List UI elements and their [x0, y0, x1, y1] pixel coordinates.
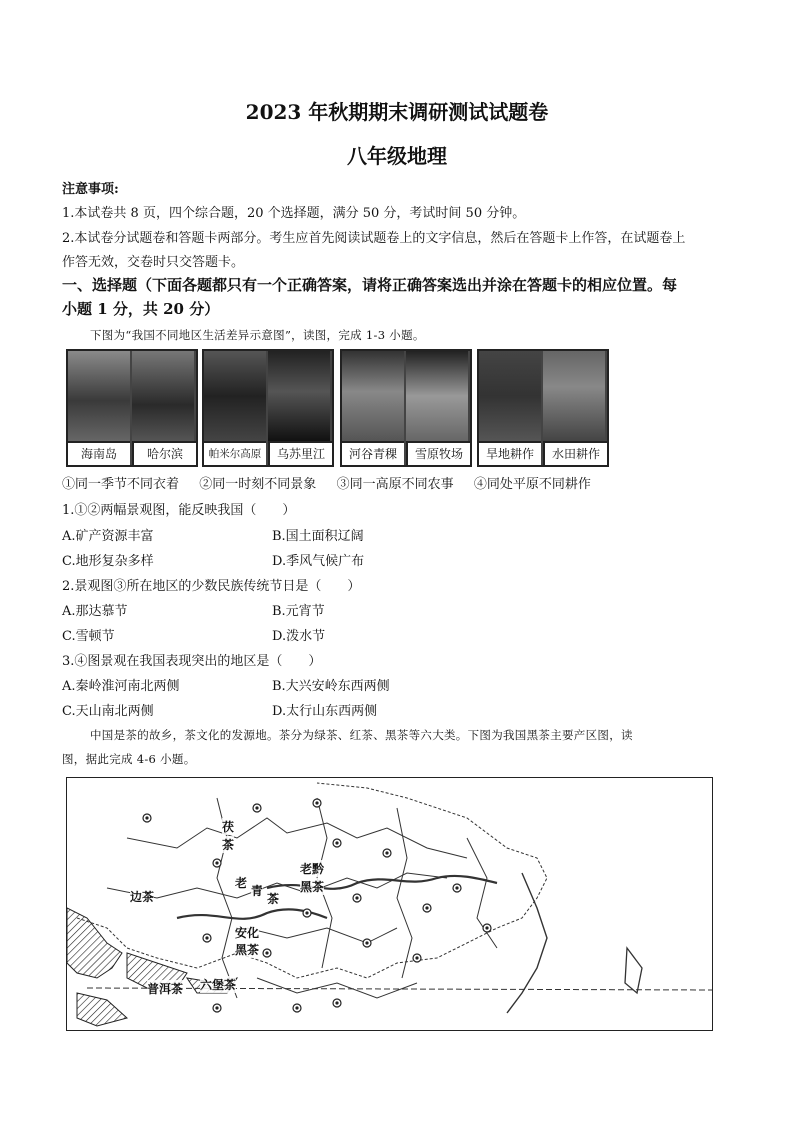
option[interactable]: B.元宵节: [272, 604, 325, 619]
photo-panel-3: [340, 349, 472, 467]
map-label-cha2: 茶: [267, 892, 280, 906]
valley-barley-photo: [342, 351, 404, 441]
map-label-liubao: 六堡茶: [200, 978, 237, 992]
photo-label: 哈尔滨: [132, 441, 196, 465]
photo-label: 乌苏里江: [268, 441, 332, 465]
option[interactable]: A.矿产资源丰富: [62, 529, 154, 544]
black-tea-map: [66, 777, 713, 1031]
pamir-photo: [204, 351, 266, 441]
question-stem-2: 2.景观图③所在地区的少数民族传统节日是（ ）: [62, 579, 361, 594]
map-label-lao: 老: [235, 876, 248, 890]
photo-captions: [62, 473, 591, 492]
paddy-photo: [543, 351, 605, 441]
section-intro: 下图为“我国不同地区生活差异示意图”，读图，完成 1-3 小题。: [90, 328, 425, 342]
option[interactable]: B.国土面积辽阔: [272, 529, 364, 544]
photo-panel-4: [477, 349, 609, 467]
option[interactable]: A.秦岭淮河南北两侧: [62, 679, 180, 694]
notice-item-1: 1.本试卷共 8 页，四个综合题，20 个选择题，满分 50 分，考试时间 50 分钟。: [62, 206, 526, 221]
option[interactable]: B.大兴安岭东西两侧: [272, 679, 390, 694]
map-label-bian: 边茶: [130, 890, 155, 904]
option[interactable]: D.太行山东西两侧: [272, 704, 378, 719]
map-label-cha: 茶: [222, 838, 235, 852]
map-label-heicha: 黑茶: [300, 880, 325, 894]
map-label-anhua1: 安化: [235, 926, 260, 940]
section-title-line2: 小题 1 分，共 20 分）: [62, 300, 220, 318]
notice-heading: 注意事项:: [62, 182, 119, 197]
question-stem-1: 1.①②两幅景观图，能反映我国（ ）: [62, 503, 296, 518]
notice-item-3: 作答无效，交卷时只交答题卡。: [62, 255, 245, 270]
map-label-fu: 茯: [222, 820, 235, 834]
photo-label: 旱地耕作: [479, 441, 541, 465]
harbin-photo: [132, 351, 194, 441]
photo-caption: ②同一时刻不同景象: [199, 477, 317, 492]
map-label-qing: 青: [251, 884, 264, 898]
photo-caption: ①同一季节不同衣着: [62, 477, 180, 492]
exam-title: 2023 年秋期期末调研测试试题卷: [245, 100, 549, 124]
photo-caption: ③同一高原不同农事: [336, 477, 454, 492]
option[interactable]: C.地形复杂多样: [62, 554, 154, 569]
wusuli-photo: [268, 351, 330, 441]
question-stem-3: 3.④图景观在我国表现突出的地区是（ ）: [62, 654, 322, 669]
photo-caption: ④同处平原不同耕作: [473, 477, 591, 492]
photo-label: 帕米尔高原: [204, 441, 266, 465]
option[interactable]: D.季风气候广布: [272, 554, 365, 569]
option[interactable]: C.天山南北两侧: [62, 704, 154, 719]
photo-label: 雪原牧场: [406, 441, 470, 465]
map-label-puer: 普洱茶: [147, 982, 184, 996]
passage-line-2: 图，据此完成 4-6 小题。: [62, 752, 196, 766]
map-label-laohei: 老黔: [300, 862, 325, 876]
option[interactable]: C.雪顿节: [62, 629, 115, 644]
photo-label: 河谷青稞: [342, 441, 404, 465]
section-title-line1: 一、选择题（下面各题都只有一个正确答案，请将正确答案选出并涂在答题卡的相应位置。每: [62, 276, 678, 294]
hainan-photo: [68, 351, 130, 441]
option[interactable]: A.那达慕节: [62, 604, 128, 619]
snow-pasture-photo: [406, 351, 468, 441]
passage-line-1: 中国是茶的故乡，茶文化的发源地。茶分为绿茶、红茶、黑茶等六大类。下图为我国黑茶主要产区图，读: [90, 728, 633, 742]
photo-panel-2: [202, 349, 334, 467]
option[interactable]: D.泼水节: [272, 629, 326, 644]
photo-label: 海南岛: [68, 441, 130, 465]
map-label-anhua2: 黑茶: [235, 943, 260, 957]
photo-panel-1: [66, 349, 198, 467]
photo-label: 水田耕作: [543, 441, 607, 465]
exam-subtitle: 八年级地理: [347, 144, 447, 168]
dryland-photo: [479, 351, 541, 441]
notice-item-2: 2.本试卷分试题卷和答题卡两部分。考生应首先阅读试题卷上的文字信息，然后在答题卡上作答，在试题卷上: [62, 231, 686, 246]
